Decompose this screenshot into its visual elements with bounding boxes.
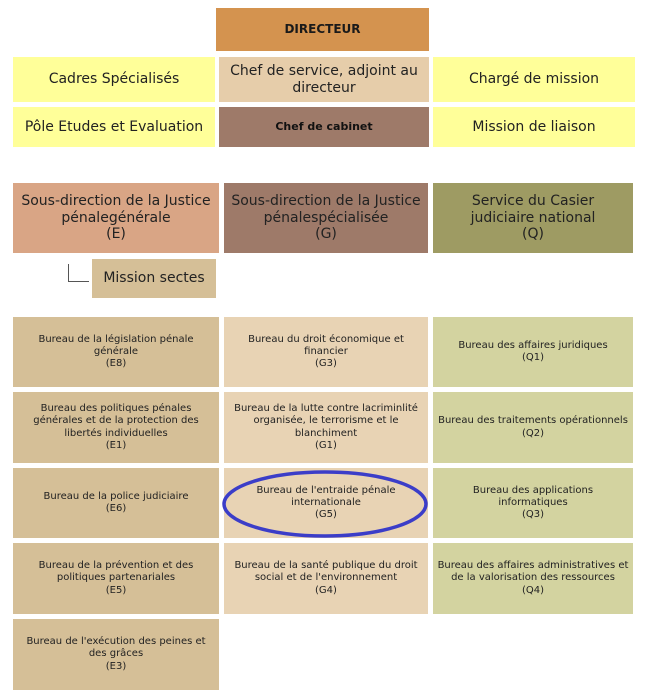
bureau-g3-name: Bureau du droit économique et financier: [248, 333, 404, 357]
bureau-q4-code: (Q4): [521, 584, 545, 596]
bureau-q1-name: Bureau des affaires juridiques: [458, 339, 608, 351]
subdirection-q-code: (Q): [522, 226, 544, 243]
bureau-e3-name: Bureau de l'exécution des peines et des grâces: [26, 636, 206, 660]
subdirection-g-code: (G): [315, 226, 337, 243]
bureau-e8-name: Bureau de la législation pénale générale: [38, 333, 194, 357]
bureau-q2-name: Bureau des traitements opérationnels: [438, 415, 628, 427]
bureau-g1-code: (G1): [315, 439, 337, 451]
bureau-e1-name: Bureau des politiques pénales générales et de la protection des libertés individuelles: [33, 403, 199, 439]
subdirection-g-name: Sous-direction de la Justice pénalespécialisée: [231, 192, 421, 226]
subdirection-e-code: (E): [106, 226, 126, 243]
bureau-q1-code: (Q1): [521, 352, 545, 363]
bureau-g3-code: (G3): [315, 358, 337, 370]
highlight-ellipse-shape: [224, 472, 426, 536]
bureau-g5-code: (G5): [315, 509, 337, 521]
bureau-e1-code: (E1): [105, 439, 127, 451]
mission-sectes-label: Mission sectes: [103, 270, 205, 287]
chef-de-cabinet-label: Chef de cabinet: [275, 120, 373, 134]
bureau-q4-name: Bureau des affaires administratives et de la valorisation des ressources: [437, 560, 629, 584]
bureau-e5-name: Bureau de la prévention et des politiques partenariales: [38, 560, 194, 584]
bureau-e3-code: (E3): [105, 660, 127, 672]
subdirection-e-name: Sous-direction de la Justice pénalegénérale: [21, 192, 211, 226]
cadres-specialises-label: Cadres Spécialisés: [48, 71, 180, 88]
pole-etudes-label: Pôle Etudes et Evaluation: [24, 118, 204, 135]
bureau-g4-name: Bureau de la santé publique du droit social et de l'environnement: [234, 560, 418, 584]
bureau-g5-name: Bureau de l'entraide pénale internationale: [256, 484, 396, 508]
bureau-q3-code: (Q3): [521, 509, 545, 521]
bureau-q3-name: Bureau des applications informatiques: [472, 484, 594, 508]
mission-de-liaison-label: Mission de liaison: [472, 118, 596, 135]
bureau-e6-code: (E6): [105, 503, 127, 514]
bureau-g4-code: (G4): [315, 584, 337, 596]
bureau-e5-code: (E5): [105, 584, 127, 596]
subdirection-q-name: Service du Casier judiciaire national: [470, 192, 596, 226]
charge-de-mission-label: Chargé de mission: [468, 71, 600, 88]
bureau-q2-code: (Q2): [521, 427, 545, 439]
director-label: DIRECTEUR: [284, 22, 361, 37]
chef-de-service-label: Chef de service, adjoint au directeur: [230, 62, 418, 96]
bureau-g1-name: Bureau de la lutte contre lacriminlité organisée, le terrorisme et le blanchiment: [234, 403, 418, 439]
bureau-e8-code: (E8): [105, 358, 127, 370]
bureau-e6-name: Bureau de la police judiciaire: [43, 490, 189, 502]
